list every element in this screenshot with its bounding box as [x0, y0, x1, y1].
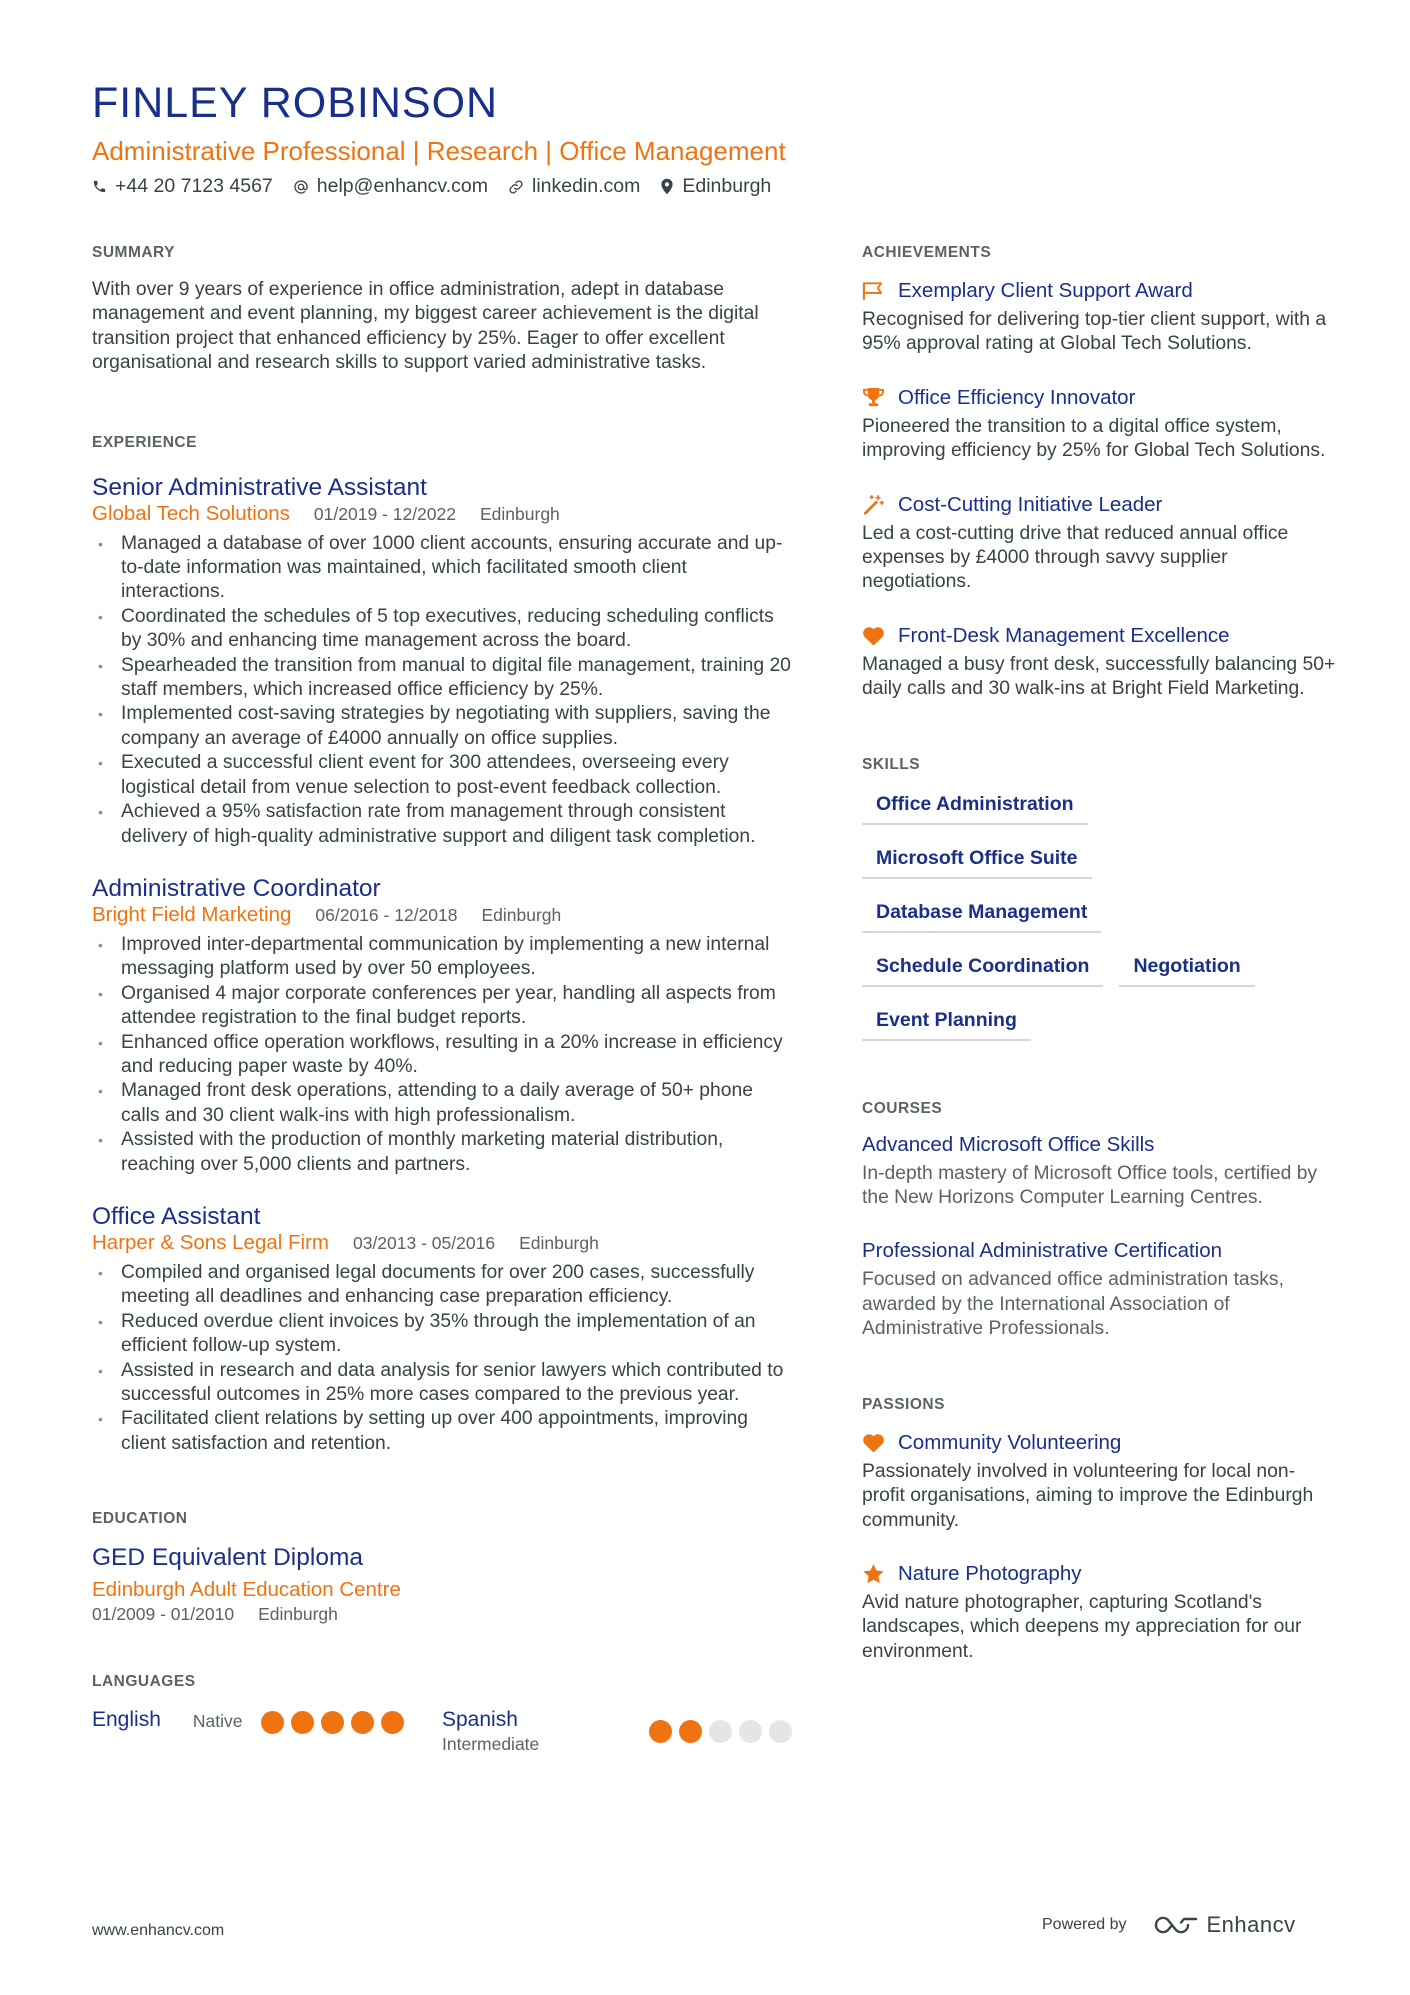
skill-tag: Microsoft Office Suite	[862, 842, 1092, 879]
job-bullet: • Enhanced office operation workflows, resulting in a 20% increase in efficiency and reducing paper waste by 40%.	[92, 1031, 792, 1080]
job-bullets	[92, 1261, 792, 1456]
heart-icon	[862, 626, 885, 646]
job-location: Edinburgh	[481, 904, 562, 925]
passions-section	[862, 1396, 1336, 1664]
achievement-desc: Pioneered the transition to a digital office system, improving efficiency by 25% for Global Tech Solutions.	[862, 415, 1326, 462]
skills-heading: SKILLS	[862, 755, 921, 773]
course-desc: In-depth mastery of Microsoft Office tools, certified by the New Horizons Computer Learning Centres.	[862, 1162, 1318, 1209]
job-title: Senior Administrative Assistant	[92, 473, 427, 501]
job-title: Administrative Coordinator	[92, 874, 381, 902]
achievement-item	[862, 385, 1336, 464]
job-bullet: • Improved inter-departmental communication by implementing a new internal messaging platform used by over 50 employees.	[92, 933, 792, 982]
achievement-title: Office Efficiency Innovator	[898, 385, 1136, 409]
job-bullets	[92, 532, 792, 849]
achievement-title: Front-Desk Management Excellence	[898, 623, 1230, 647]
candidate-title: Administrative Professional | Research | Office Management	[92, 136, 786, 166]
passion-item	[862, 1561, 1336, 1664]
job-bullet: • Achieved a 95% satisfaction rate from management through consistent delivery of high-quality administrative support and diligent task completion.	[92, 800, 792, 849]
job-entry	[92, 1203, 792, 1456]
trophy-icon	[862, 387, 885, 408]
courses-heading: COURSES	[862, 1099, 943, 1117]
job-bullet: • Reduced overdue client invoices by 35% through the implementation of an efficient follow-up system.	[92, 1310, 792, 1359]
phone-number: +44 20 7123 4567	[115, 175, 273, 197]
passion-header	[862, 1430, 1336, 1456]
summary-section	[92, 244, 792, 376]
rating-dot-filled	[291, 1711, 314, 1734]
job-bullet: • Managed a database of over 1000 client accounts, ensuring accurate and up-to-date information was maintained, which facilitated smooth client interactions.	[92, 532, 792, 605]
powered-by-text: Powered by	[1042, 1916, 1127, 1933]
at-icon	[293, 179, 309, 195]
language-rating	[254, 1711, 404, 1734]
education-location: Edinburgh	[258, 1604, 338, 1625]
rating-dot-filled	[679, 1720, 702, 1743]
link-icon	[508, 179, 524, 195]
course-title: Professional Administrative Certification	[862, 1239, 1223, 1263]
job-meta	[92, 904, 792, 926]
course-desc: Focused on advanced office administration tasks, awarded by the International Association of Administrative Professionals.	[862, 1269, 1284, 1340]
linkedin-url: linkedin.com	[531, 175, 641, 197]
location-text: Edinburgh	[682, 175, 772, 197]
achievements-heading: ACHIEVEMENTS	[862, 244, 992, 261]
contact-linkedin[interactable]	[508, 175, 640, 198]
skills-list	[862, 788, 1336, 1058]
achievement-title: Cost-Cutting Initiative Leader	[898, 492, 1163, 516]
skill-tag: Event Planning	[862, 1004, 1031, 1041]
rating-dot-filled	[351, 1711, 374, 1734]
language-item	[442, 1707, 792, 1755]
rating-dot-filled	[321, 1711, 344, 1734]
job-location: Edinburgh	[519, 1232, 599, 1253]
course-item	[862, 1132, 1336, 1211]
passion-item	[862, 1430, 1336, 1533]
flag-icon	[862, 281, 885, 301]
achievement-desc: Recognised for delivering top-tier client support, with a 95% approval rating at Global Tech Solutions.	[862, 309, 1327, 355]
languages-heading: LANGUAGES	[92, 1673, 196, 1691]
contact-phone[interactable]	[92, 175, 273, 198]
language-level: Intermediate	[442, 1734, 540, 1755]
candidate-name: FINLEY ROBINSON	[92, 79, 499, 127]
job-company: Global Tech Solutions	[92, 501, 290, 525]
summary-heading: SUMMARY	[92, 244, 176, 261]
job-bullets	[92, 933, 792, 1177]
job-bullet: • Compiled and organised legal documents for over 200 cases, successfully meeting all deadlines and enhancing case preparation efficiency.	[92, 1261, 792, 1310]
passion-title: Nature Photography	[898, 1561, 1082, 1585]
right-column	[862, 244, 1336, 1664]
summary-text: With over 9 years of experience in office administration, adept in database management and event planning, my biggest career achievement is the digital transition project that enhanced efficiency by 25%. Eager to offer excellent organisational and research skills to support varied administrative tasks.	[92, 279, 759, 374]
passion-desc: Avid nature photographer, capturing Scotland's landscapes, which deepens my appreciation for our environment.	[862, 1591, 1302, 1662]
language-name: English	[92, 1708, 161, 1732]
language-rating	[642, 1720, 792, 1743]
education-meta	[92, 1603, 792, 1625]
achievements-section	[862, 244, 1336, 702]
achievement-desc: Led a cost-cutting drive that reduced annual office expenses by £4000 through savvy supplier negotiations.	[862, 522, 1289, 593]
job-bullet: • Implemented cost-saving strategies by negotiating with suppliers, saving the company an average of £4000 annually on office supplies.	[92, 702, 792, 751]
location-pin-icon	[660, 178, 674, 195]
rating-dot-filled	[649, 1720, 672, 1743]
email-address: help@enhancv.com	[316, 175, 488, 197]
courses-section	[862, 1100, 1336, 1342]
achievement-header	[862, 385, 1336, 411]
job-bullet: • Managed front desk operations, attending to a daily average of 50+ phone calls and 30 client walk-ins with high professionalism.	[92, 1079, 792, 1128]
achievement-desc: Managed a busy front desk, successfully balancing 50+ daily calls and 30 walk-ins at Bright Field Marketing.	[862, 653, 1336, 700]
job-dates: 03/2013 - 05/2016	[352, 1232, 496, 1253]
achievement-item	[862, 278, 1336, 357]
job-bullet: • Executed a successful client event for 300 attendees, overseeing every logistical detail from venue selection to post-event feedback collection.	[92, 751, 792, 800]
achievement-title: Exemplary Client Support Award	[898, 279, 1193, 302]
job-dates: 01/2019 - 12/2022	[313, 503, 456, 524]
skill-tag: Schedule Coordination	[862, 950, 1103, 987]
education-heading: EDUCATION	[92, 1510, 188, 1528]
education-section	[92, 1510, 792, 1625]
skill-tag: Office Administration	[862, 788, 1088, 825]
rating-dot-empty	[739, 1720, 762, 1743]
skill-tag: Negotiation	[1119, 950, 1254, 987]
education-degree: GED Equivalent Diploma	[92, 1544, 363, 1572]
achievement-header	[862, 492, 1336, 518]
job-meta	[92, 1232, 792, 1254]
passion-desc: Passionately involved in volunteering for local non-profit organisations, aiming to improve the Edinburgh community.	[862, 1460, 1314, 1531]
enhancv-logo-icon	[1153, 1913, 1199, 1937]
rating-dot-filled	[381, 1711, 404, 1734]
job-location: Edinburgh	[480, 503, 560, 524]
contact-bar	[92, 175, 791, 198]
star-icon	[862, 1563, 885, 1585]
course-item	[862, 1238, 1336, 1341]
achievement-header	[862, 623, 1336, 649]
footer-website[interactable]: www.enhancv.com	[92, 1922, 225, 1939]
job-title: Office Assistant	[92, 1202, 261, 1230]
achievement-item	[862, 623, 1336, 702]
rating-dot-filled	[261, 1711, 284, 1734]
job-entry	[92, 875, 792, 1177]
magic-wand-icon	[862, 494, 885, 516]
language-item	[92, 1707, 442, 1755]
job-bullet: • Assisted with the production of monthly marketing material distribution, reaching over 5,000 clients and partners.	[92, 1128, 792, 1177]
languages-list	[92, 1707, 792, 1755]
skills-section	[862, 756, 1336, 1058]
languages-section	[92, 1673, 792, 1755]
education-dates: 01/2009 - 01/2010	[92, 1604, 235, 1625]
rating-dot-empty	[769, 1720, 792, 1743]
skill-tag: Database Management	[862, 896, 1101, 933]
job-entry	[92, 474, 792, 849]
contact-email[interactable]	[293, 175, 488, 198]
job-bullet: • Facilitated client relations by setting up over 400 appointments, improving client satisfaction and retention.	[92, 1407, 792, 1456]
job-bullet: • Spearheaded the transition from manual to digital file management, training 20 staff members, which increased office efficiency by 25%.	[92, 654, 792, 703]
language-level: Native	[192, 1711, 243, 1732]
passions-heading: PASSIONS	[862, 1395, 945, 1413]
footer-branding	[1042, 1912, 1296, 1938]
job-dates: 06/2016 - 12/2018	[315, 904, 458, 925]
job-bullet: • Assisted in research and data analysis for senior lawyers which contributed to successful outcomes in 25% more cases compared to the previous year.	[92, 1359, 792, 1408]
brand-name: Enhancv	[1206, 1912, 1296, 1937]
job-company: Bright Field Marketing	[92, 902, 292, 926]
contact-location	[660, 175, 771, 198]
job-bullet: • Organised 4 major corporate conferences per year, handling all aspects from attendee registration to the final budget reports.	[92, 982, 792, 1031]
job-meta	[92, 503, 792, 525]
language-name: Spanish	[442, 1708, 518, 1732]
course-title: Advanced Microsoft Office Skills	[862, 1132, 1155, 1156]
experience-heading: EXPERIENCE	[92, 433, 197, 451]
passion-header	[862, 1561, 1336, 1587]
brand-logo[interactable]	[1153, 1912, 1296, 1938]
phone-icon	[92, 179, 107, 194]
language-name-block	[442, 1707, 539, 1755]
job-company: Harper & Sons Legal Firm	[92, 1230, 329, 1254]
education-school: Edinburgh Adult Education Centre	[92, 1578, 401, 1602]
achievement-header	[862, 278, 1336, 304]
passion-title: Community Volunteering	[898, 1430, 1122, 1454]
experience-section	[92, 434, 792, 1457]
left-column	[92, 244, 792, 1755]
rating-dot-empty	[709, 1720, 732, 1743]
heart-icon	[862, 1433, 885, 1453]
achievement-item	[862, 492, 1336, 595]
job-bullet: • Coordinated the schedules of 5 top executives, reducing scheduling conflicts by 30% and enhancing time management across the board.	[92, 605, 792, 654]
